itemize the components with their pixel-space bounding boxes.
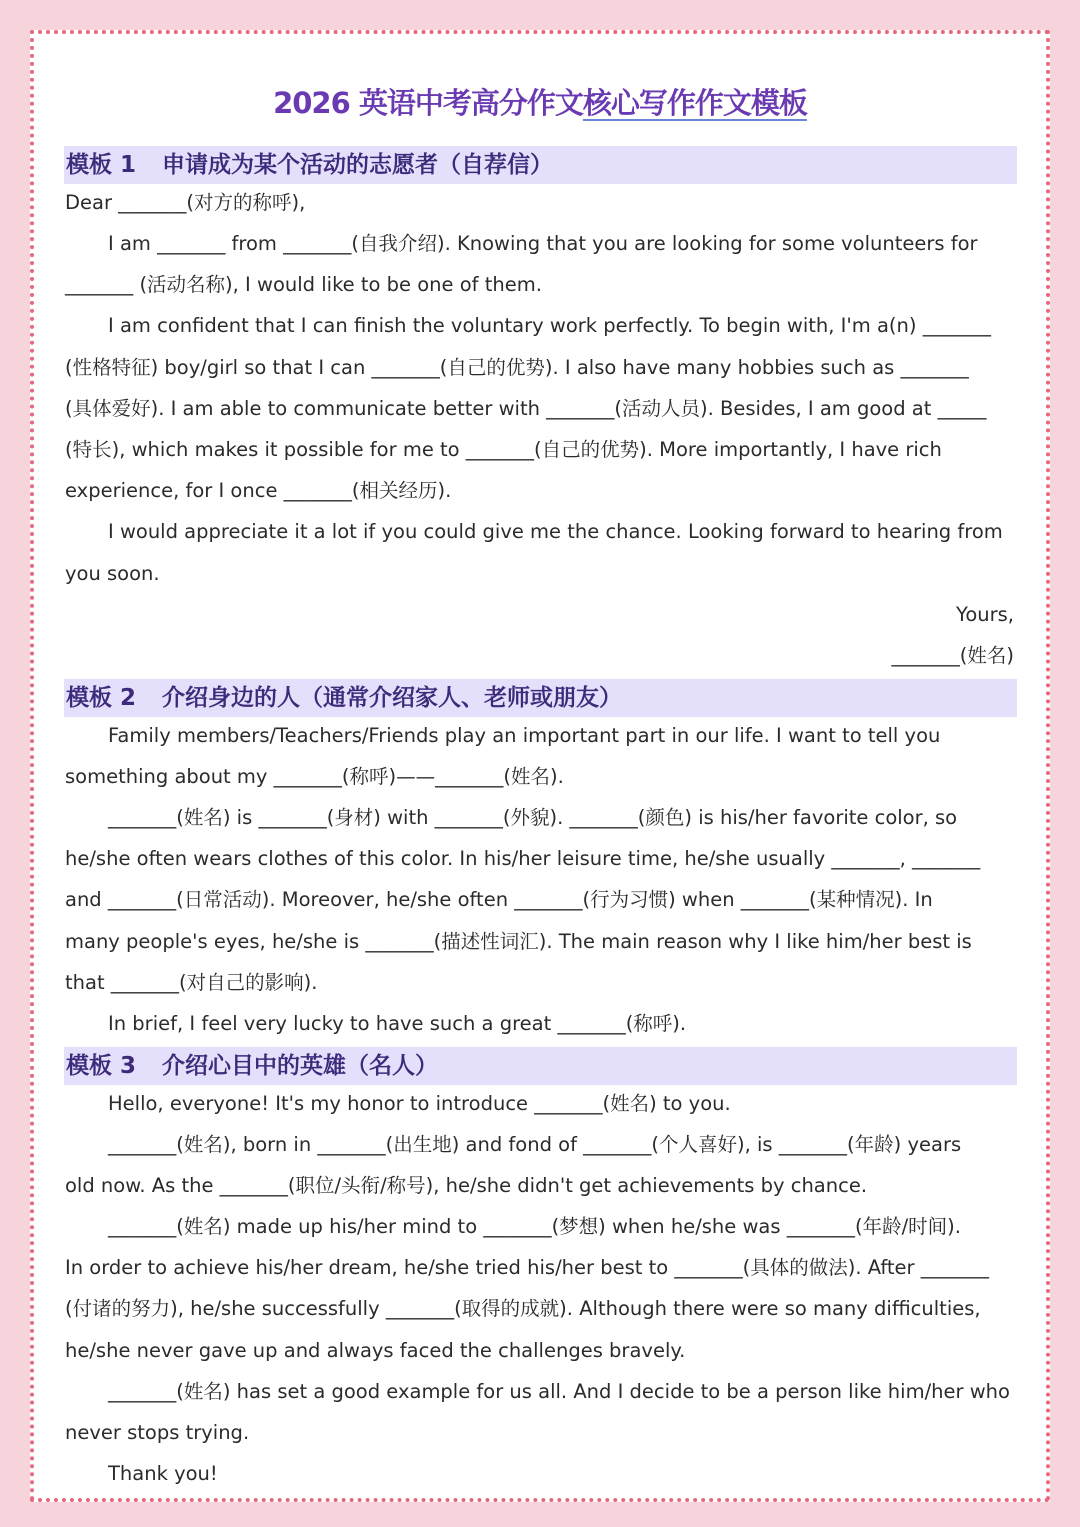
s1-line-1: Dear _______(对方的称呼),: [65, 191, 306, 214]
s1-line-3: _______ (活动名称), I would like to be one of them.: [65, 273, 542, 296]
title-underlined: 核心写作作文模板: [582, 86, 807, 120]
s2-line-3: _______(姓名) is _______(身材) with _______(外貌). _______(颜色) is his/her favorite color, so: [108, 806, 958, 829]
s3-line-8: _______(姓名) has set a good example for us all. And I decide to be a person like him/her who: [108, 1380, 1010, 1403]
section-1-title: 申请成为某个活动的志愿者（自荐信）: [162, 152, 554, 178]
s3-line-6: (付诸的努力), he/she successfully _______(取得的成就). Although there were so many difficulties,: [65, 1297, 981, 1320]
s1-line-9: I would appreciate it a lot if you could give me the chance. Looking forward to hearing from: [108, 520, 1003, 543]
s1-line-8: experience, for I once _______(相关经历).: [65, 479, 452, 502]
s1-closing: Yours,: [956, 603, 1014, 626]
s3-line-10: Thank you!: [108, 1462, 218, 1485]
s3-line-2: _______(姓名), born in _______(出生地) and fond of _______(个人喜好), is _______(年龄) years: [108, 1133, 962, 1156]
s1-line-2: I am _______ from _______(自我介绍). Knowing that you are looking for some volunteers for: [108, 232, 978, 255]
s2-line-5: and _______(日常活动). Moreover, he/she often _______(行为习惯) when _______(某种情况). In: [65, 888, 933, 911]
s2-line-1: Family members/Teachers/Friends play an important part in our life. I want to tell you: [108, 724, 941, 747]
s1-line-4: I am confident that I can finish the voluntary work perfectly. To begin with, I'm a(n) _______: [108, 314, 991, 337]
section-3-title: 介绍心目中的英雄（名人）: [162, 1053, 439, 1079]
s3-line-9: never stops trying.: [65, 1421, 250, 1444]
s1-line-10: you soon.: [65, 562, 160, 585]
page-title: [0, 76, 1080, 130]
section-2-title: 介绍身边的人（通常介绍家人、老师或朋友）: [162, 685, 623, 711]
s1-line-5: (性格特征) boy/girl so that I can _______(自己的优势). I also have many hobbies such as _______: [65, 356, 969, 379]
s2-line-4: he/she often wears clothes of this color. In his/her leisure time, he/she usually _______, _______: [65, 847, 981, 870]
s2-line-8: In brief, I feel very lucky to have such a great _______(称呼).: [108, 1012, 687, 1035]
section-2-heading: [66, 679, 622, 717]
s2-line-7: that _______(对自己的影响).: [65, 971, 318, 994]
s3-line-1: Hello, everyone! It's my honor to introduce _______(姓名) to you.: [108, 1092, 731, 1115]
title-main: 2026 英语中考高分作文: [273, 86, 583, 120]
section-1-heading: [66, 146, 553, 184]
section-3-number: 模板 3: [66, 1053, 137, 1079]
s2-line-6: many people's eyes, he/she is _______(描述性词汇). The main reason why I like him/her best is: [65, 930, 972, 953]
s3-line-4: _______(姓名) made up his/her mind to _______(梦想) when he/she was _______(年龄/时间).: [108, 1215, 961, 1238]
s2-line-2: something about my _______(称呼)——_______(姓名).: [65, 765, 564, 788]
section-3-heading: [66, 1047, 438, 1085]
section-2-number: 模板 2: [66, 685, 137, 711]
section-1-number: 模板 1: [66, 152, 137, 178]
s3-line-7: he/she never gave up and always faced the challenges bravely.: [65, 1339, 686, 1362]
s1-signature: _______(姓名): [891, 644, 1014, 667]
s3-line-3: old now. As the _______(职位/头衔/称号), he/she didn't get achievements by chance.: [65, 1174, 868, 1197]
s1-line-7: (特长), which makes it possible for me to _______(自己的优势). More importantly, I have rich: [65, 438, 942, 461]
s1-line-6: (具体爱好). I am able to communicate better with _______(活动人员). Besides, I am good at _____: [65, 397, 987, 420]
s3-line-5: In order to achieve his/her dream, he/she tried his/her best to _______(具体的做法). After _______: [65, 1256, 990, 1279]
